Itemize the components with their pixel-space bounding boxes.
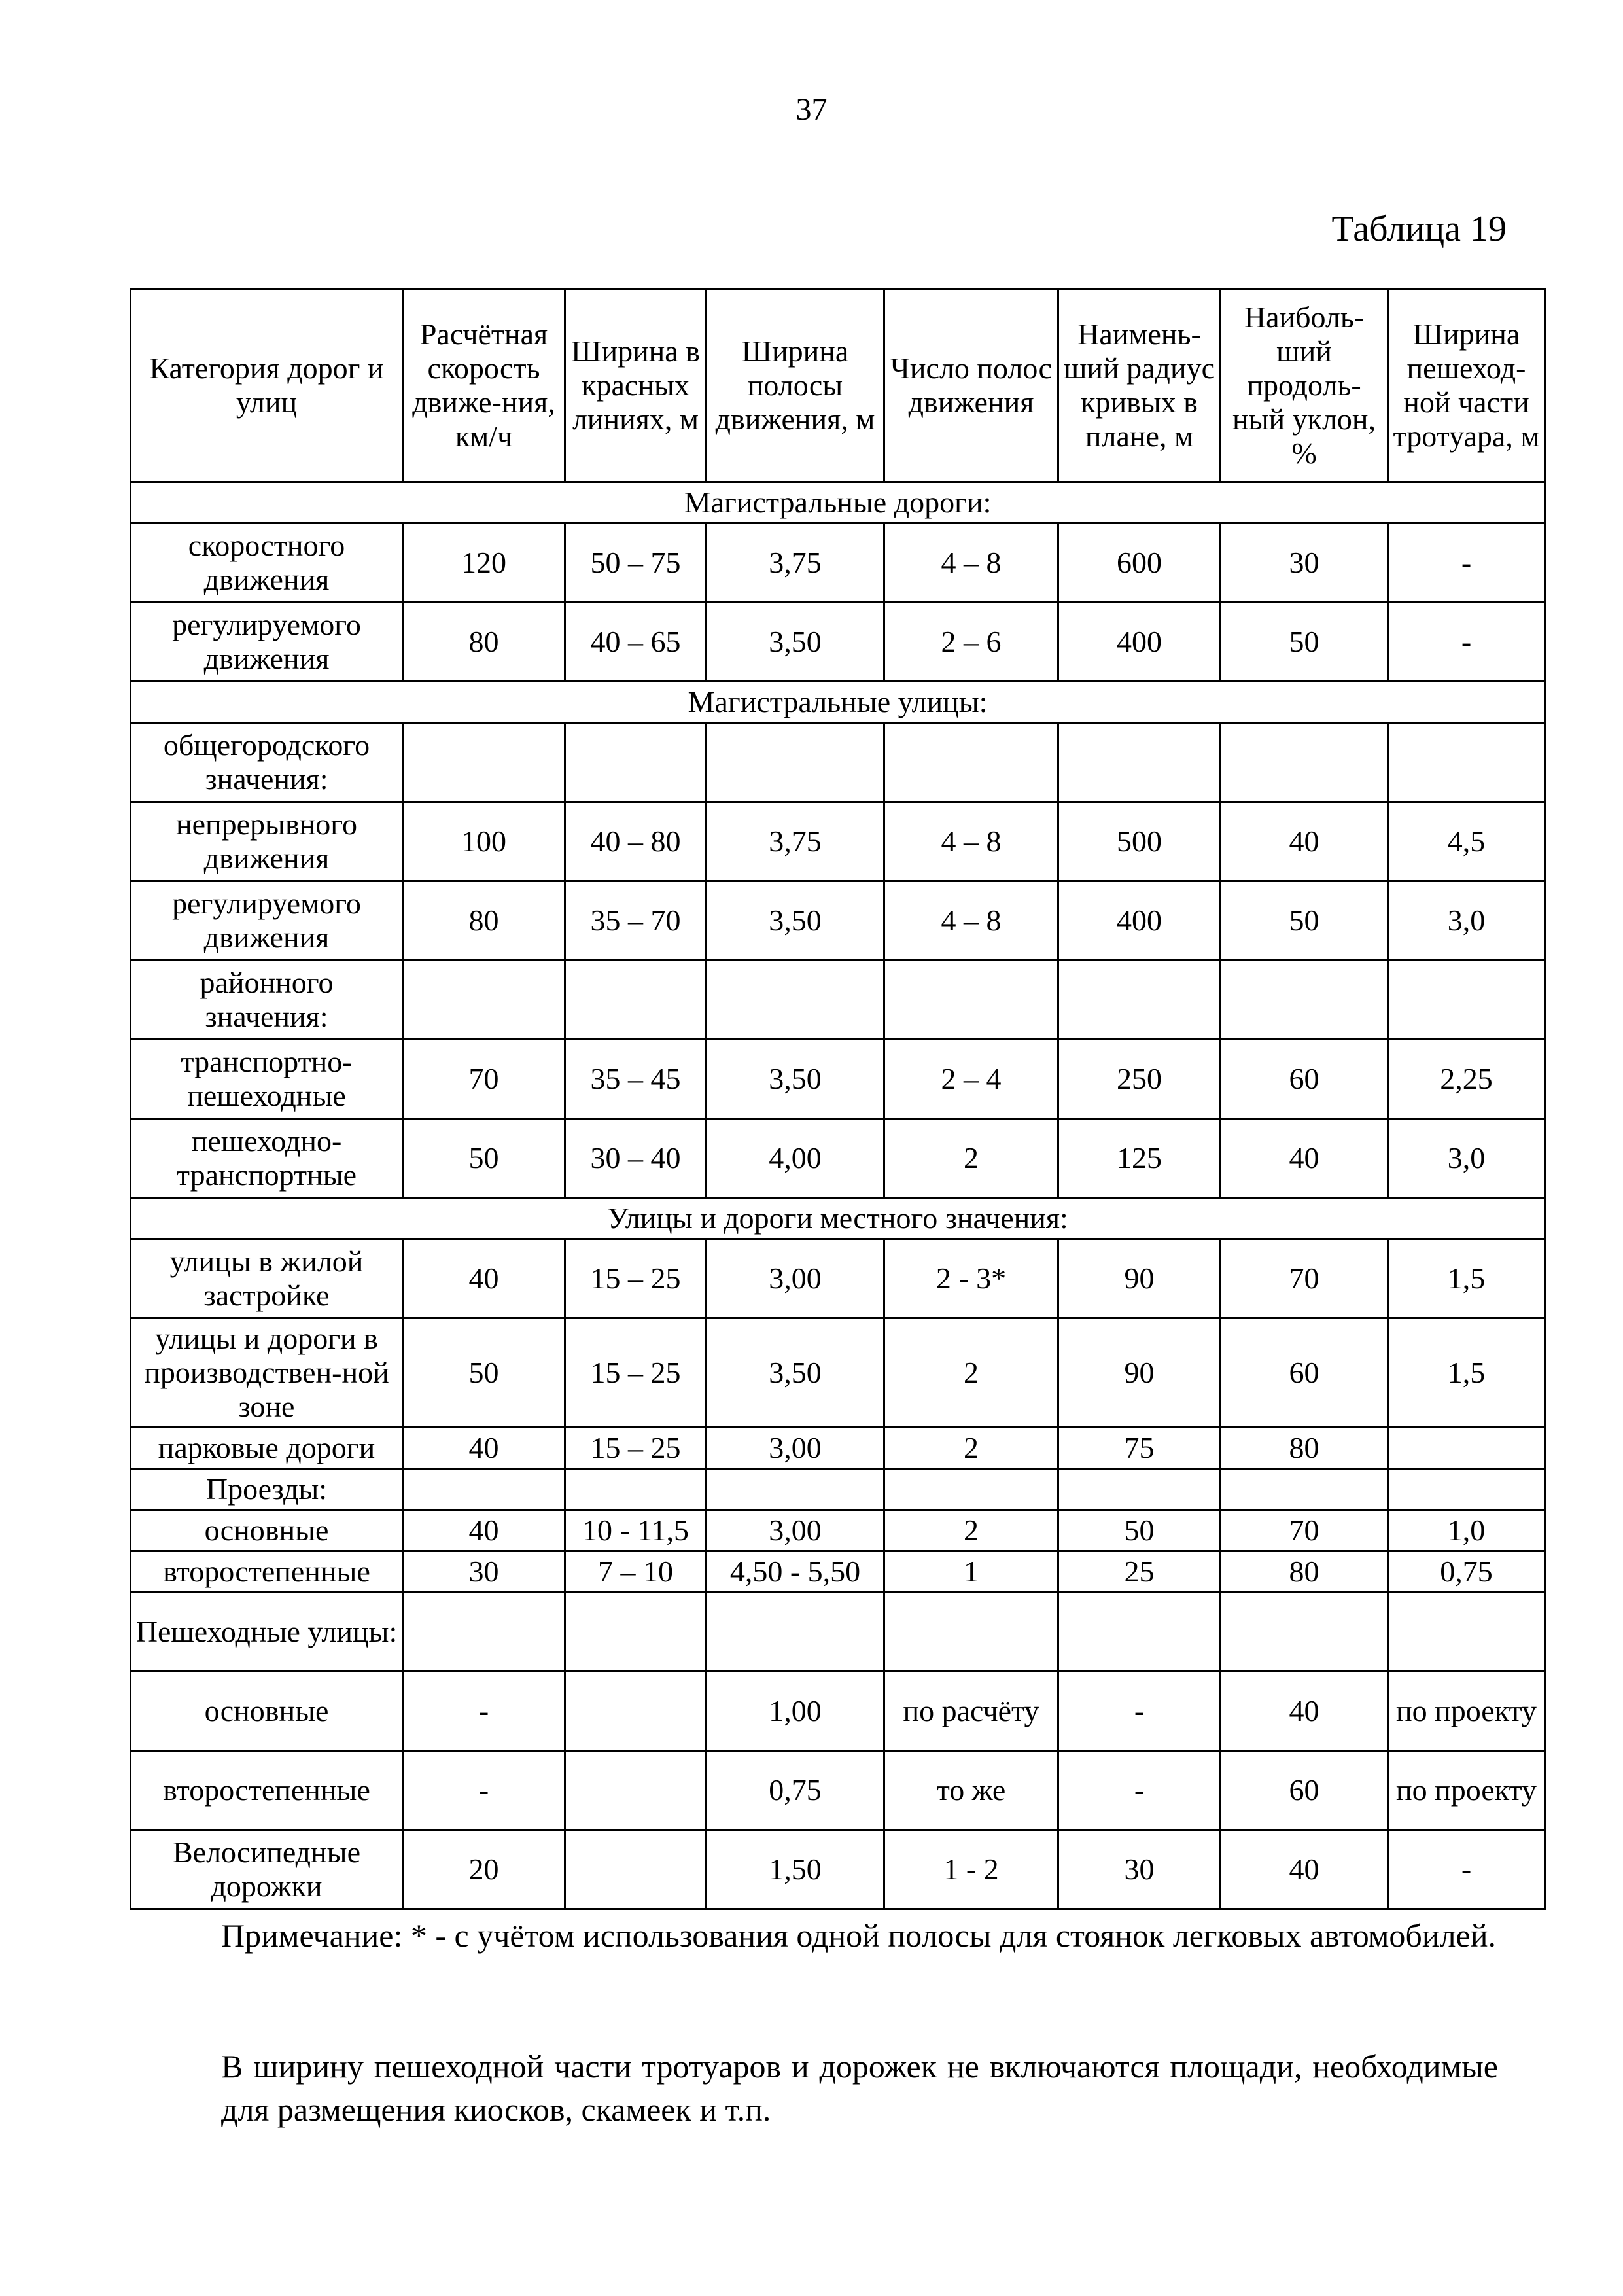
value-cell: -: [1388, 603, 1545, 682]
category-cell: Пешеходные улицы:: [131, 1593, 403, 1672]
value-cell: 40: [1221, 1672, 1388, 1751]
category-cell: Велосипедные дорожки: [131, 1830, 403, 1909]
value-cell: -: [1388, 1830, 1545, 1909]
value-cell: 90: [1058, 1318, 1221, 1428]
value-cell: 500: [1058, 802, 1221, 881]
header-cell: Ширина в красных линиях, м: [565, 289, 707, 482]
table-row: [131, 1239, 1545, 1318]
value-cell: [884, 1469, 1058, 1510]
value-cell: [403, 723, 565, 802]
value-cell: 70: [403, 1040, 565, 1119]
table-row: [131, 1751, 1545, 1830]
value-cell: 2: [884, 1318, 1058, 1428]
value-cell: 125: [1058, 1119, 1221, 1198]
value-cell: 3,0: [1388, 881, 1545, 961]
value-cell: [1221, 1469, 1388, 1510]
value-cell: 3,50: [707, 603, 884, 682]
value-cell: 40: [1221, 1119, 1388, 1198]
value-cell: 80: [1221, 1551, 1388, 1593]
table-row: [131, 1593, 1545, 1672]
value-cell: [565, 1751, 707, 1830]
value-cell: 400: [1058, 881, 1221, 961]
value-cell: 0,75: [707, 1751, 884, 1830]
header-cell: Наимень-ший радиус кривых в плане, м: [1058, 289, 1221, 482]
value-cell: [403, 1593, 565, 1672]
value-cell: [565, 723, 707, 802]
value-cell: 4,50 - 5,50: [707, 1551, 884, 1593]
value-cell: -: [1058, 1751, 1221, 1830]
value-cell: 4,5: [1388, 802, 1545, 881]
table-row: [131, 961, 1545, 1040]
section-title: Магистральные дороги:: [131, 482, 1545, 523]
value-cell: [565, 1593, 707, 1672]
header-cell: Наиболь-ший продоль-ный уклон, %: [1221, 289, 1388, 482]
value-cell: по расчёту: [884, 1672, 1058, 1751]
note-footnote: Примечание: * - с учётом использования одной полосы для стоянок легковых автомобилей.: [221, 1917, 1496, 1954]
value-cell: -: [1388, 523, 1545, 603]
value-cell: по проекту: [1388, 1672, 1545, 1751]
value-cell: 50: [1058, 1510, 1221, 1551]
value-cell: 1,5: [1388, 1239, 1545, 1318]
category-cell: основные: [131, 1510, 403, 1551]
value-cell: 3,75: [707, 802, 884, 881]
category-cell: второстепенные: [131, 1551, 403, 1593]
table-body: [131, 482, 1545, 1909]
table-row: [131, 881, 1545, 961]
value-cell: 0,75: [1388, 1551, 1545, 1593]
category-cell: скоростного движения: [131, 523, 403, 603]
value-cell: 30 – 40: [565, 1119, 707, 1198]
value-cell: 15 – 25: [565, 1239, 707, 1318]
value-cell: 40: [403, 1428, 565, 1469]
value-cell: 80: [1221, 1428, 1388, 1469]
value-cell: по проекту: [1388, 1751, 1545, 1830]
value-cell: 50 – 75: [565, 523, 707, 603]
value-cell: [403, 961, 565, 1040]
section-title: Улицы и дороги местного значения:: [131, 1198, 1545, 1239]
value-cell: [884, 723, 1058, 802]
value-cell: 100: [403, 802, 565, 881]
value-cell: [1221, 961, 1388, 1040]
note-pedestrian-width: В ширину пешеходной части тротуаров и дорожек не включаются площади, необходимые для размещения киосков, скамеек и т.п.: [221, 2048, 1498, 2128]
value-cell: -: [403, 1672, 565, 1751]
value-cell: [707, 723, 884, 802]
value-cell: [565, 1672, 707, 1751]
category-cell: транспортно-пешеходные: [131, 1040, 403, 1119]
table-row: [131, 603, 1545, 682]
value-cell: 3,00: [707, 1510, 884, 1551]
value-cell: 4 – 8: [884, 881, 1058, 961]
value-cell: [707, 1469, 884, 1510]
value-cell: 30: [1221, 523, 1388, 603]
value-cell: [1388, 1428, 1545, 1469]
value-cell: 50: [403, 1119, 565, 1198]
value-cell: 50: [1221, 603, 1388, 682]
road-categories-table: [130, 288, 1546, 1910]
value-cell: [884, 1593, 1058, 1672]
value-cell: 50: [403, 1318, 565, 1428]
value-cell: 15 – 25: [565, 1318, 707, 1428]
value-cell: 75: [1058, 1428, 1221, 1469]
table-row: [131, 1469, 1545, 1510]
value-cell: 35 – 70: [565, 881, 707, 961]
header-cell: Расчётная скорость движе-ния, км/ч: [403, 289, 565, 482]
value-cell: [403, 1469, 565, 1510]
section-title: Магистральные улицы:: [131, 682, 1545, 723]
value-cell: 20: [403, 1830, 565, 1909]
category-cell: Проезды:: [131, 1469, 403, 1510]
value-cell: 250: [1058, 1040, 1221, 1119]
value-cell: 80: [403, 881, 565, 961]
value-cell: 400: [1058, 603, 1221, 682]
table-row: [131, 523, 1545, 603]
value-cell: 3,50: [707, 1040, 884, 1119]
value-cell: 120: [403, 523, 565, 603]
header-cell: Категория дорог и улиц: [131, 289, 403, 482]
value-cell: 30: [1058, 1830, 1221, 1909]
header-row: [131, 289, 1545, 482]
value-cell: 40: [403, 1239, 565, 1318]
value-cell: 90: [1058, 1239, 1221, 1318]
value-cell: 4 – 8: [884, 523, 1058, 603]
value-cell: 3,75: [707, 523, 884, 603]
value-cell: [565, 1469, 707, 1510]
category-cell: непрерывного движения: [131, 802, 403, 881]
value-cell: [1388, 1469, 1545, 1510]
table-row: [131, 723, 1545, 802]
table-row: [131, 1119, 1545, 1198]
value-cell: 4,00: [707, 1119, 884, 1198]
value-cell: [1058, 1469, 1221, 1510]
category-cell: парковые дороги: [131, 1428, 403, 1469]
value-cell: 15 – 25: [565, 1428, 707, 1469]
page-number: 37: [795, 92, 828, 127]
value-cell: -: [403, 1751, 565, 1830]
category-cell: регулируемого движения: [131, 603, 403, 682]
value-cell: [1058, 961, 1221, 1040]
value-cell: [707, 1593, 884, 1672]
header-cell: Число полос движения: [884, 289, 1058, 482]
value-cell: 50: [1221, 881, 1388, 961]
value-cell: [565, 961, 707, 1040]
value-cell: 1,5: [1388, 1318, 1545, 1428]
category-cell: районного значения:: [131, 961, 403, 1040]
value-cell: [1388, 961, 1545, 1040]
value-cell: [1058, 1593, 1221, 1672]
section-row: [131, 682, 1545, 723]
table-row: [131, 1672, 1545, 1751]
table-row: [131, 1318, 1545, 1428]
value-cell: 3,00: [707, 1239, 884, 1318]
value-cell: 2: [884, 1428, 1058, 1469]
value-cell: 2: [884, 1119, 1058, 1198]
value-cell: [1058, 723, 1221, 802]
value-cell: 1: [884, 1551, 1058, 1593]
value-cell: 2 – 6: [884, 603, 1058, 682]
value-cell: 60: [1221, 1751, 1388, 1830]
value-cell: [1388, 723, 1545, 802]
value-cell: 80: [403, 603, 565, 682]
value-cell: то же: [884, 1751, 1058, 1830]
category-cell: улицы в жилой застройке: [131, 1239, 403, 1318]
header-cell: Ширина пешеход-ной части тротуара, м: [1388, 289, 1545, 482]
value-cell: 2 - 3*: [884, 1239, 1058, 1318]
value-cell: 40: [1221, 802, 1388, 881]
value-cell: 40 – 65: [565, 603, 707, 682]
category-cell: регулируемого движения: [131, 881, 403, 961]
table-row: [131, 1040, 1545, 1119]
value-cell: 35 – 45: [565, 1040, 707, 1119]
table-caption: Таблица 19: [1331, 209, 1507, 249]
category-cell: основные: [131, 1672, 403, 1751]
section-row: [131, 482, 1545, 523]
table-row: [131, 1510, 1545, 1551]
table-row: [131, 1551, 1545, 1593]
value-cell: 600: [1058, 523, 1221, 603]
value-cell: 70: [1221, 1239, 1388, 1318]
value-cell: 60: [1221, 1040, 1388, 1119]
value-cell: 3,0: [1388, 1119, 1545, 1198]
value-cell: 3,00: [707, 1428, 884, 1469]
value-cell: 1,00: [707, 1672, 884, 1751]
value-cell: -: [1058, 1672, 1221, 1751]
value-cell: 10 - 11,5: [565, 1510, 707, 1551]
section-row: [131, 1198, 1545, 1239]
value-cell: [707, 961, 884, 1040]
table-row: [131, 802, 1545, 881]
value-cell: [1388, 1593, 1545, 1672]
value-cell: 3,50: [707, 881, 884, 961]
value-cell: 1,50: [707, 1830, 884, 1909]
value-cell: [1221, 723, 1388, 802]
value-cell: 1,0: [1388, 1510, 1545, 1551]
value-cell: 40 – 80: [565, 802, 707, 881]
table-row: [131, 1830, 1545, 1909]
category-cell: пешеходно-транспортные: [131, 1119, 403, 1198]
value-cell: 30: [403, 1551, 565, 1593]
value-cell: 70: [1221, 1510, 1388, 1551]
value-cell: 2,25: [1388, 1040, 1545, 1119]
value-cell: [884, 961, 1058, 1040]
value-cell: 2 – 4: [884, 1040, 1058, 1119]
table-row: [131, 1428, 1545, 1469]
category-cell: второстепенные: [131, 1751, 403, 1830]
header-cell: Ширина полосы движения, м: [707, 289, 884, 482]
value-cell: 40: [403, 1510, 565, 1551]
value-cell: 2: [884, 1510, 1058, 1551]
value-cell: 3,50: [707, 1318, 884, 1428]
value-cell: 1 - 2: [884, 1830, 1058, 1909]
value-cell: [1221, 1593, 1388, 1672]
category-cell: общегородского значения:: [131, 723, 403, 802]
value-cell: [565, 1830, 707, 1909]
value-cell: 25: [1058, 1551, 1221, 1593]
value-cell: 60: [1221, 1318, 1388, 1428]
value-cell: 40: [1221, 1830, 1388, 1909]
category-cell: улицы и дороги в производствен-ной зоне: [131, 1318, 403, 1428]
value-cell: 4 – 8: [884, 802, 1058, 881]
value-cell: 7 – 10: [565, 1551, 707, 1593]
